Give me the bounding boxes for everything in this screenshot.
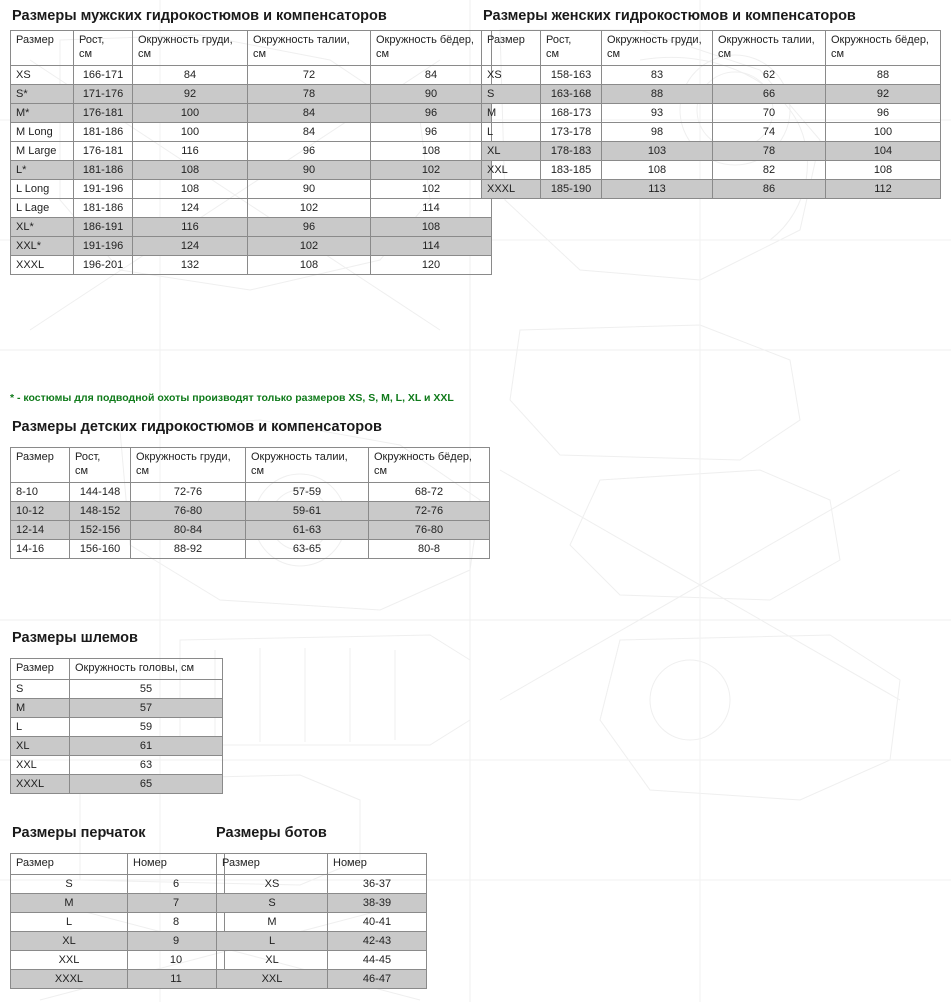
cell-value: 7 — [128, 893, 225, 912]
table-row — [11, 969, 225, 988]
cell-size: S — [11, 874, 128, 893]
cell-size: XL — [217, 950, 328, 969]
cell-size: L — [11, 912, 128, 931]
table-row — [217, 950, 427, 969]
kids-size-table-wrapper — [10, 447, 490, 559]
cell-size: XXL — [482, 160, 541, 179]
cell-size: XXXL — [11, 969, 128, 988]
cell-value: 57-59 — [246, 482, 369, 501]
table-row — [11, 520, 490, 539]
cell-value: 168-173 — [541, 103, 602, 122]
cell-value: 63 — [70, 755, 223, 774]
cell-value: 82 — [713, 160, 826, 179]
kids-size-table — [10, 447, 490, 559]
table-header-row — [11, 659, 223, 680]
cell-value: 88-92 — [131, 539, 246, 558]
column-header-waist: Окружность талии, см — [248, 31, 371, 66]
column-header-height: Рост, см — [541, 31, 602, 66]
cell-size: 12-14 — [11, 520, 70, 539]
cell-value: 144-148 — [70, 482, 131, 501]
cell-value: 163-168 — [541, 84, 602, 103]
cell-value: 113 — [602, 179, 713, 198]
cell-value: 96 — [826, 103, 941, 122]
column-header-hips: Окружность бёдер, см — [826, 31, 941, 66]
cell-value: 11 — [128, 969, 225, 988]
table-header-row — [482, 31, 941, 66]
cell-size: XL — [482, 141, 541, 160]
column-header-height: Рост, см — [74, 31, 133, 66]
cell-size: XS — [11, 65, 74, 84]
table-row — [11, 539, 490, 558]
table-row — [11, 84, 492, 103]
helmets-size-table-wrapper — [10, 658, 223, 794]
table-row — [11, 482, 490, 501]
cell-value: 90 — [371, 84, 492, 103]
cell-size: L Lage — [11, 198, 74, 217]
cell-value: 55 — [70, 679, 223, 698]
cell-value: 38-39 — [328, 893, 427, 912]
helmets-size-table — [10, 658, 223, 794]
table-header-row — [11, 854, 225, 875]
cell-value: 148-152 — [70, 501, 131, 520]
cell-value: 93 — [602, 103, 713, 122]
cell-size: S — [217, 893, 328, 912]
cell-value: 124 — [133, 198, 248, 217]
helmets-section-title: Размеры шлемов — [12, 630, 138, 646]
cell-value: 108 — [133, 160, 248, 179]
cell-size: M Long — [11, 122, 74, 141]
cell-value: 78 — [713, 141, 826, 160]
cell-value: 8 — [128, 912, 225, 931]
column-header-hips: Окружность бёдер, см — [369, 448, 490, 483]
cell-size: L — [482, 122, 541, 141]
cell-size: XXL — [217, 969, 328, 988]
cell-value: 112 — [826, 179, 941, 198]
cell-value: 84 — [248, 122, 371, 141]
cell-value: 181-186 — [74, 198, 133, 217]
cell-value: 59-61 — [246, 501, 369, 520]
cell-value: 96 — [248, 141, 371, 160]
cell-size: M — [217, 912, 328, 931]
cell-value: 100 — [133, 122, 248, 141]
cell-size: S — [482, 84, 541, 103]
table-row — [482, 84, 941, 103]
cell-size: XXXL — [11, 774, 70, 793]
cell-value: 185-190 — [541, 179, 602, 198]
cell-value: 46-47 — [328, 969, 427, 988]
table-row — [217, 912, 427, 931]
gloves-table-body — [11, 874, 225, 988]
column-header-size: Размер — [482, 31, 541, 66]
cell-value: 78 — [248, 84, 371, 103]
table-header-row — [11, 448, 490, 483]
cell-size: XS — [217, 874, 328, 893]
cell-value: 156-160 — [70, 539, 131, 558]
cell-value: 176-181 — [74, 141, 133, 160]
cell-value: 100 — [133, 103, 248, 122]
table-row — [11, 255, 492, 274]
cell-value: 65 — [70, 774, 223, 793]
cell-value: 132 — [133, 255, 248, 274]
cell-value: 183-185 — [541, 160, 602, 179]
cell-value: 116 — [133, 217, 248, 236]
cell-value: 152-156 — [70, 520, 131, 539]
cell-value: 80-8 — [369, 539, 490, 558]
cell-value: 108 — [371, 217, 492, 236]
cell-value: 74 — [713, 122, 826, 141]
column-header-head-circumference: Окружность головы, см — [70, 659, 223, 680]
column-header-hips: Окружность бёдер, см — [371, 31, 492, 66]
cell-size: M — [11, 893, 128, 912]
cell-value: 57 — [70, 698, 223, 717]
cell-value: 114 — [371, 198, 492, 217]
cell-value: 6 — [128, 874, 225, 893]
table-row — [217, 931, 427, 950]
cell-value: 92 — [826, 84, 941, 103]
cell-value: 102 — [248, 198, 371, 217]
cell-size: M Large — [11, 141, 74, 160]
cell-value: 191-196 — [74, 236, 133, 255]
cell-value: 76-80 — [369, 520, 490, 539]
table-row — [11, 717, 223, 736]
cell-value: 98 — [602, 122, 713, 141]
column-header-size: Размер — [11, 31, 74, 66]
cell-value: 90 — [248, 179, 371, 198]
cell-value: 186-191 — [74, 217, 133, 236]
women-section-title: Размеры женских гидрокостюмов и компенсаторов — [483, 8, 856, 24]
cell-size: 14-16 — [11, 539, 70, 558]
cell-value: 173-178 — [541, 122, 602, 141]
cell-value: 76-80 — [131, 501, 246, 520]
column-header-height: Рост, см — [70, 448, 131, 483]
cell-value: 178-183 — [541, 141, 602, 160]
women-size-table-wrapper — [481, 30, 941, 199]
table-row — [11, 103, 492, 122]
column-header-chest: Окружность груди, см — [602, 31, 713, 66]
gloves-size-table-wrapper — [10, 853, 225, 989]
cell-value: 108 — [248, 255, 371, 274]
cell-value: 42-43 — [328, 931, 427, 950]
table-row — [11, 774, 223, 793]
column-header-chest: Окружность груди, см — [133, 31, 248, 66]
cell-value: 158-163 — [541, 65, 602, 84]
cell-size: M* — [11, 103, 74, 122]
cell-value: 108 — [371, 141, 492, 160]
men-table-footnote: * - костюмы для подводной охоты производят только размеров XS, S, M, L, XL и XXL — [10, 392, 454, 404]
table-row — [11, 736, 223, 755]
cell-size: S — [11, 679, 70, 698]
column-header-size: Размер — [11, 659, 70, 680]
table-row — [11, 893, 225, 912]
table-row — [11, 950, 225, 969]
gloves-size-table — [10, 853, 225, 989]
cell-size: XS — [482, 65, 541, 84]
table-row — [11, 912, 225, 931]
column-header-waist: Окружность талии, см — [246, 448, 369, 483]
table-header-row — [217, 854, 427, 875]
cell-size: 10-12 — [11, 501, 70, 520]
helmets-table-body — [11, 679, 223, 793]
cell-value: 166-171 — [74, 65, 133, 84]
cell-size: 8-10 — [11, 482, 70, 501]
cell-value: 92 — [133, 84, 248, 103]
cell-value: 102 — [371, 160, 492, 179]
column-header-number: Номер — [328, 854, 427, 875]
table-row — [217, 874, 427, 893]
table-row — [11, 217, 492, 236]
men-size-table-wrapper — [10, 30, 492, 275]
table-row — [11, 65, 492, 84]
cell-size: L* — [11, 160, 74, 179]
boots-table-body — [217, 874, 427, 988]
table-row — [11, 931, 225, 950]
cell-value: 108 — [133, 179, 248, 198]
table-row — [11, 179, 492, 198]
men-section-title: Размеры мужских гидрокостюмов и компенсаторов — [12, 8, 387, 24]
cell-value: 116 — [133, 141, 248, 160]
cell-size: L — [11, 717, 70, 736]
cell-value: 88 — [602, 84, 713, 103]
table-header-row — [11, 31, 492, 66]
boots-size-table-wrapper — [216, 853, 427, 989]
cell-size: XL — [11, 736, 70, 755]
cell-value: 181-186 — [74, 122, 133, 141]
cell-value: 103 — [602, 141, 713, 160]
cell-value: 86 — [713, 179, 826, 198]
table-row — [11, 755, 223, 774]
cell-size: XXL — [11, 950, 128, 969]
table-row — [482, 103, 941, 122]
kids-section-title: Размеры детских гидрокостюмов и компенсаторов — [12, 419, 382, 435]
cell-value: 83 — [602, 65, 713, 84]
column-header-size: Размер — [11, 854, 128, 875]
women-size-table — [481, 30, 941, 199]
cell-size: M — [482, 103, 541, 122]
cell-size: XXXL — [11, 255, 74, 274]
cell-size: L — [217, 931, 328, 950]
cell-size: XXL* — [11, 236, 74, 255]
cell-value: 61 — [70, 736, 223, 755]
cell-value: 68-72 — [369, 482, 490, 501]
cell-value: 96 — [371, 122, 492, 141]
boots-size-table — [216, 853, 427, 989]
women-table-body — [482, 65, 941, 198]
table-row — [11, 874, 225, 893]
kids-table-body — [11, 482, 490, 558]
table-row — [482, 141, 941, 160]
cell-value: 36-37 — [328, 874, 427, 893]
cell-value: 96 — [371, 103, 492, 122]
cell-value: 124 — [133, 236, 248, 255]
table-row — [11, 160, 492, 179]
table-row — [11, 122, 492, 141]
cell-value: 102 — [371, 179, 492, 198]
cell-value: 44-45 — [328, 950, 427, 969]
cell-size: XXL — [11, 755, 70, 774]
cell-value: 62 — [713, 65, 826, 84]
cell-value: 104 — [826, 141, 941, 160]
table-row — [482, 122, 941, 141]
cell-size: L Long — [11, 179, 74, 198]
cell-value: 196-201 — [74, 255, 133, 274]
cell-value: 84 — [133, 65, 248, 84]
table-row — [217, 969, 427, 988]
cell-value: 176-181 — [74, 103, 133, 122]
cell-value: 96 — [248, 217, 371, 236]
cell-value: 61-63 — [246, 520, 369, 539]
cell-value: 171-176 — [74, 84, 133, 103]
column-header-size: Размер — [11, 448, 70, 483]
cell-value: 84 — [248, 103, 371, 122]
gloves-section-title: Размеры перчаток — [12, 825, 146, 841]
cell-value: 70 — [713, 103, 826, 122]
column-header-number: Номер — [128, 854, 225, 875]
cell-value: 66 — [713, 84, 826, 103]
cell-value: 108 — [602, 160, 713, 179]
cell-value: 63-65 — [246, 539, 369, 558]
table-row — [11, 141, 492, 160]
column-header-size: Размер — [217, 854, 328, 875]
cell-value: 72 — [248, 65, 371, 84]
table-row — [482, 160, 941, 179]
table-row — [11, 698, 223, 717]
cell-value: 191-196 — [74, 179, 133, 198]
cell-value: 72-76 — [369, 501, 490, 520]
cell-value: 90 — [248, 160, 371, 179]
table-row — [11, 198, 492, 217]
table-row — [11, 679, 223, 698]
cell-value: 108 — [826, 160, 941, 179]
table-row — [482, 179, 941, 198]
cell-value: 10 — [128, 950, 225, 969]
cell-value: 102 — [248, 236, 371, 255]
column-header-chest: Окружность груди, см — [131, 448, 246, 483]
cell-size: S* — [11, 84, 74, 103]
table-row — [11, 501, 490, 520]
cell-value: 114 — [371, 236, 492, 255]
cell-value: 59 — [70, 717, 223, 736]
cell-value: 72-76 — [131, 482, 246, 501]
cell-value: 120 — [371, 255, 492, 274]
cell-value: 9 — [128, 931, 225, 950]
men-table-body — [11, 65, 492, 274]
boots-section-title: Размеры ботов — [216, 825, 327, 841]
cell-value: 40-41 — [328, 912, 427, 931]
cell-size: XL — [11, 931, 128, 950]
column-header-waist: Окружность талии, см — [713, 31, 826, 66]
cell-value: 84 — [371, 65, 492, 84]
cell-value: 88 — [826, 65, 941, 84]
cell-size: M — [11, 698, 70, 717]
table-row — [482, 65, 941, 84]
cell-size: XXXL — [482, 179, 541, 198]
table-row — [217, 893, 427, 912]
cell-value: 100 — [826, 122, 941, 141]
table-row — [11, 236, 492, 255]
cell-size: XL* — [11, 217, 74, 236]
cell-value: 181-186 — [74, 160, 133, 179]
cell-value: 80-84 — [131, 520, 246, 539]
men-size-table — [10, 30, 492, 275]
